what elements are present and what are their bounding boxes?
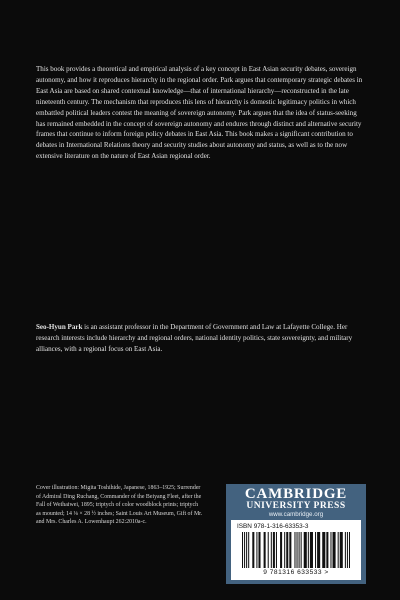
isbn-label: ISBN <box>237 523 252 530</box>
barcode-icon <box>237 532 355 570</box>
book-description: This book provides a theoretical and empirical analysis of a key concept in East Asian security debates, sovereign autonomy, and how it reproduces hierarchy in the regional order. Park argues that contemporary strategic debates in East Asia are based on shared contextual knowledge—that of international hierarchy—reconstructed in the late nineteenth century. The mechanism that reproduces this lens of hierarchy is domestic legitimacy politics in which embattled political leaders contest the meaning of sovereign autonomy. Park argues that the idea of status-seeking has remained embedded in the concept of sovereign autonomy and endures through distinct and alternative security frames that continue to inform foreign policy debates in East Asia. This book makes a significant contribution to debates in International Relations theory and security studies about autonomy and status, as well as to the now extensive literature on the nature of East Asian regional order. <box>36 65 363 161</box>
isbn-value: 978-1-316-63353-3 <box>253 523 309 530</box>
author-bio-text: is an assistant professor in the Department of Government and Law at Lafayette College. Her research interests include hierarchy and regional orders, national identity politics, state sovereignty, and military alliances, with a regional focus on East Asia. <box>36 323 353 353</box>
publisher-name: CAMBRIDGE <box>244 486 348 502</box>
publisher-url: www.cambridge.org <box>268 511 324 518</box>
barcode-panel <box>231 520 361 580</box>
author-bio <box>36 322 364 355</box>
publisher-box <box>226 484 366 584</box>
author-name: Seo-Hyun Park <box>36 323 83 331</box>
isbn-line <box>237 523 357 530</box>
cover-illustration-credit: Cover illustration: Migita Toshihide, Japanese, 1863–1925; Surrender of Admiral Ding Ruchang, Commander of the Beiyang Fleet, after the Fall of Weihaiwei, 1895; triptych of color woodblock prints; triptych as mounted; 14 ⅛ × 28 ½ inches; Saint Louis Art Museum, Gift of Mr. and Mrs. Charles A. Lowenhaupt 262:2010a-c. <box>36 485 203 526</box>
publisher-logo <box>226 484 366 518</box>
barcode-digits: 9 781316 633533 > <box>263 569 329 576</box>
publisher-subname: UNIVERSITY PRESS <box>246 501 346 511</box>
